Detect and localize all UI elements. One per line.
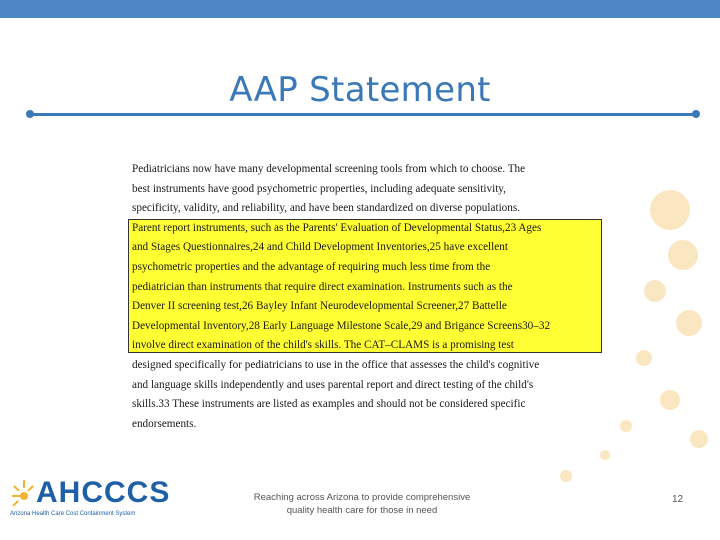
excerpt-line-highlighted: Parent report instruments, such as the Parents' Evaluation of Developmental Status,23 Ages [132, 221, 542, 234]
footer-line: Reaching across Arizona to provide comprehensive [253, 492, 471, 503]
decorative-circle [660, 390, 680, 410]
sun-icon [8, 476, 38, 510]
excerpt-line: specificity, validity, and reliability, and have been standardized on diverse populations. [132, 202, 521, 215]
slide-title: AAP Statement [229, 70, 491, 110]
title-rule-right-dot [692, 110, 700, 118]
top-accent-bar [0, 0, 720, 18]
excerpt-line-highlighted: psychometric properties and the advantage of requiring much less time from the [132, 260, 491, 273]
decorative-circle [690, 430, 708, 448]
footer-line: quality health care for those in need [286, 505, 438, 516]
ahcccs-logo [8, 476, 173, 522]
decorative-circle [620, 420, 632, 432]
decorative-circle [676, 310, 702, 336]
excerpt-line: endorsements. [132, 417, 197, 430]
excerpt-line-highlighted: pediatrician than instruments that require direct examination. Instruments such as the [132, 280, 513, 293]
excerpt-line: Pediatricians now have many developmental screening tools from which to choose. The [132, 163, 526, 175]
aap-excerpt [132, 160, 612, 434]
excerpt-line: skills.33 These instruments are listed as examples and should not be considered specific [132, 398, 526, 411]
title-rule-left-dot [26, 110, 34, 118]
decorative-circle [644, 280, 666, 302]
excerpt-line: and language skills independently and uses parental report and direct testing of the child's [132, 378, 534, 391]
title-rule [30, 113, 696, 116]
excerpt-line-highlighted: and Stages Questionnaires,24 and Child Development Inventories,25 have excellent [132, 241, 508, 254]
excerpt-line-highlighted: involve direct examination of the child's skills. The CAT–CLAMS is a promising test [132, 339, 514, 352]
excerpt-line-highlighted: Denver II screening test,26 Bayley Infant Neurodevelopmental Screener,27 Battelle [132, 300, 507, 313]
decorative-circle [650, 190, 690, 230]
logo-tagline: Arizona Health Care Cost Containment System [10, 511, 136, 517]
excerpt-line: designed specifically for pediatricians to use in the office that assesses the child's cognitive [132, 358, 540, 371]
excerpt-line: best instruments have good psychometric properties, including adequate sensitivity, [132, 182, 506, 195]
footer-tagline [232, 491, 492, 517]
decorative-circle [600, 450, 610, 460]
decorative-circle [560, 470, 572, 482]
decorative-circle [668, 240, 698, 270]
logo-wordmark: AHCCCS [36, 476, 171, 509]
page-number: 12 [672, 494, 684, 505]
excerpt-line-highlighted: Developmental Inventory,28 Early Language Milestone Scale,29 and Brigance Screens30–32 [132, 319, 551, 332]
decorative-circle [636, 350, 652, 366]
